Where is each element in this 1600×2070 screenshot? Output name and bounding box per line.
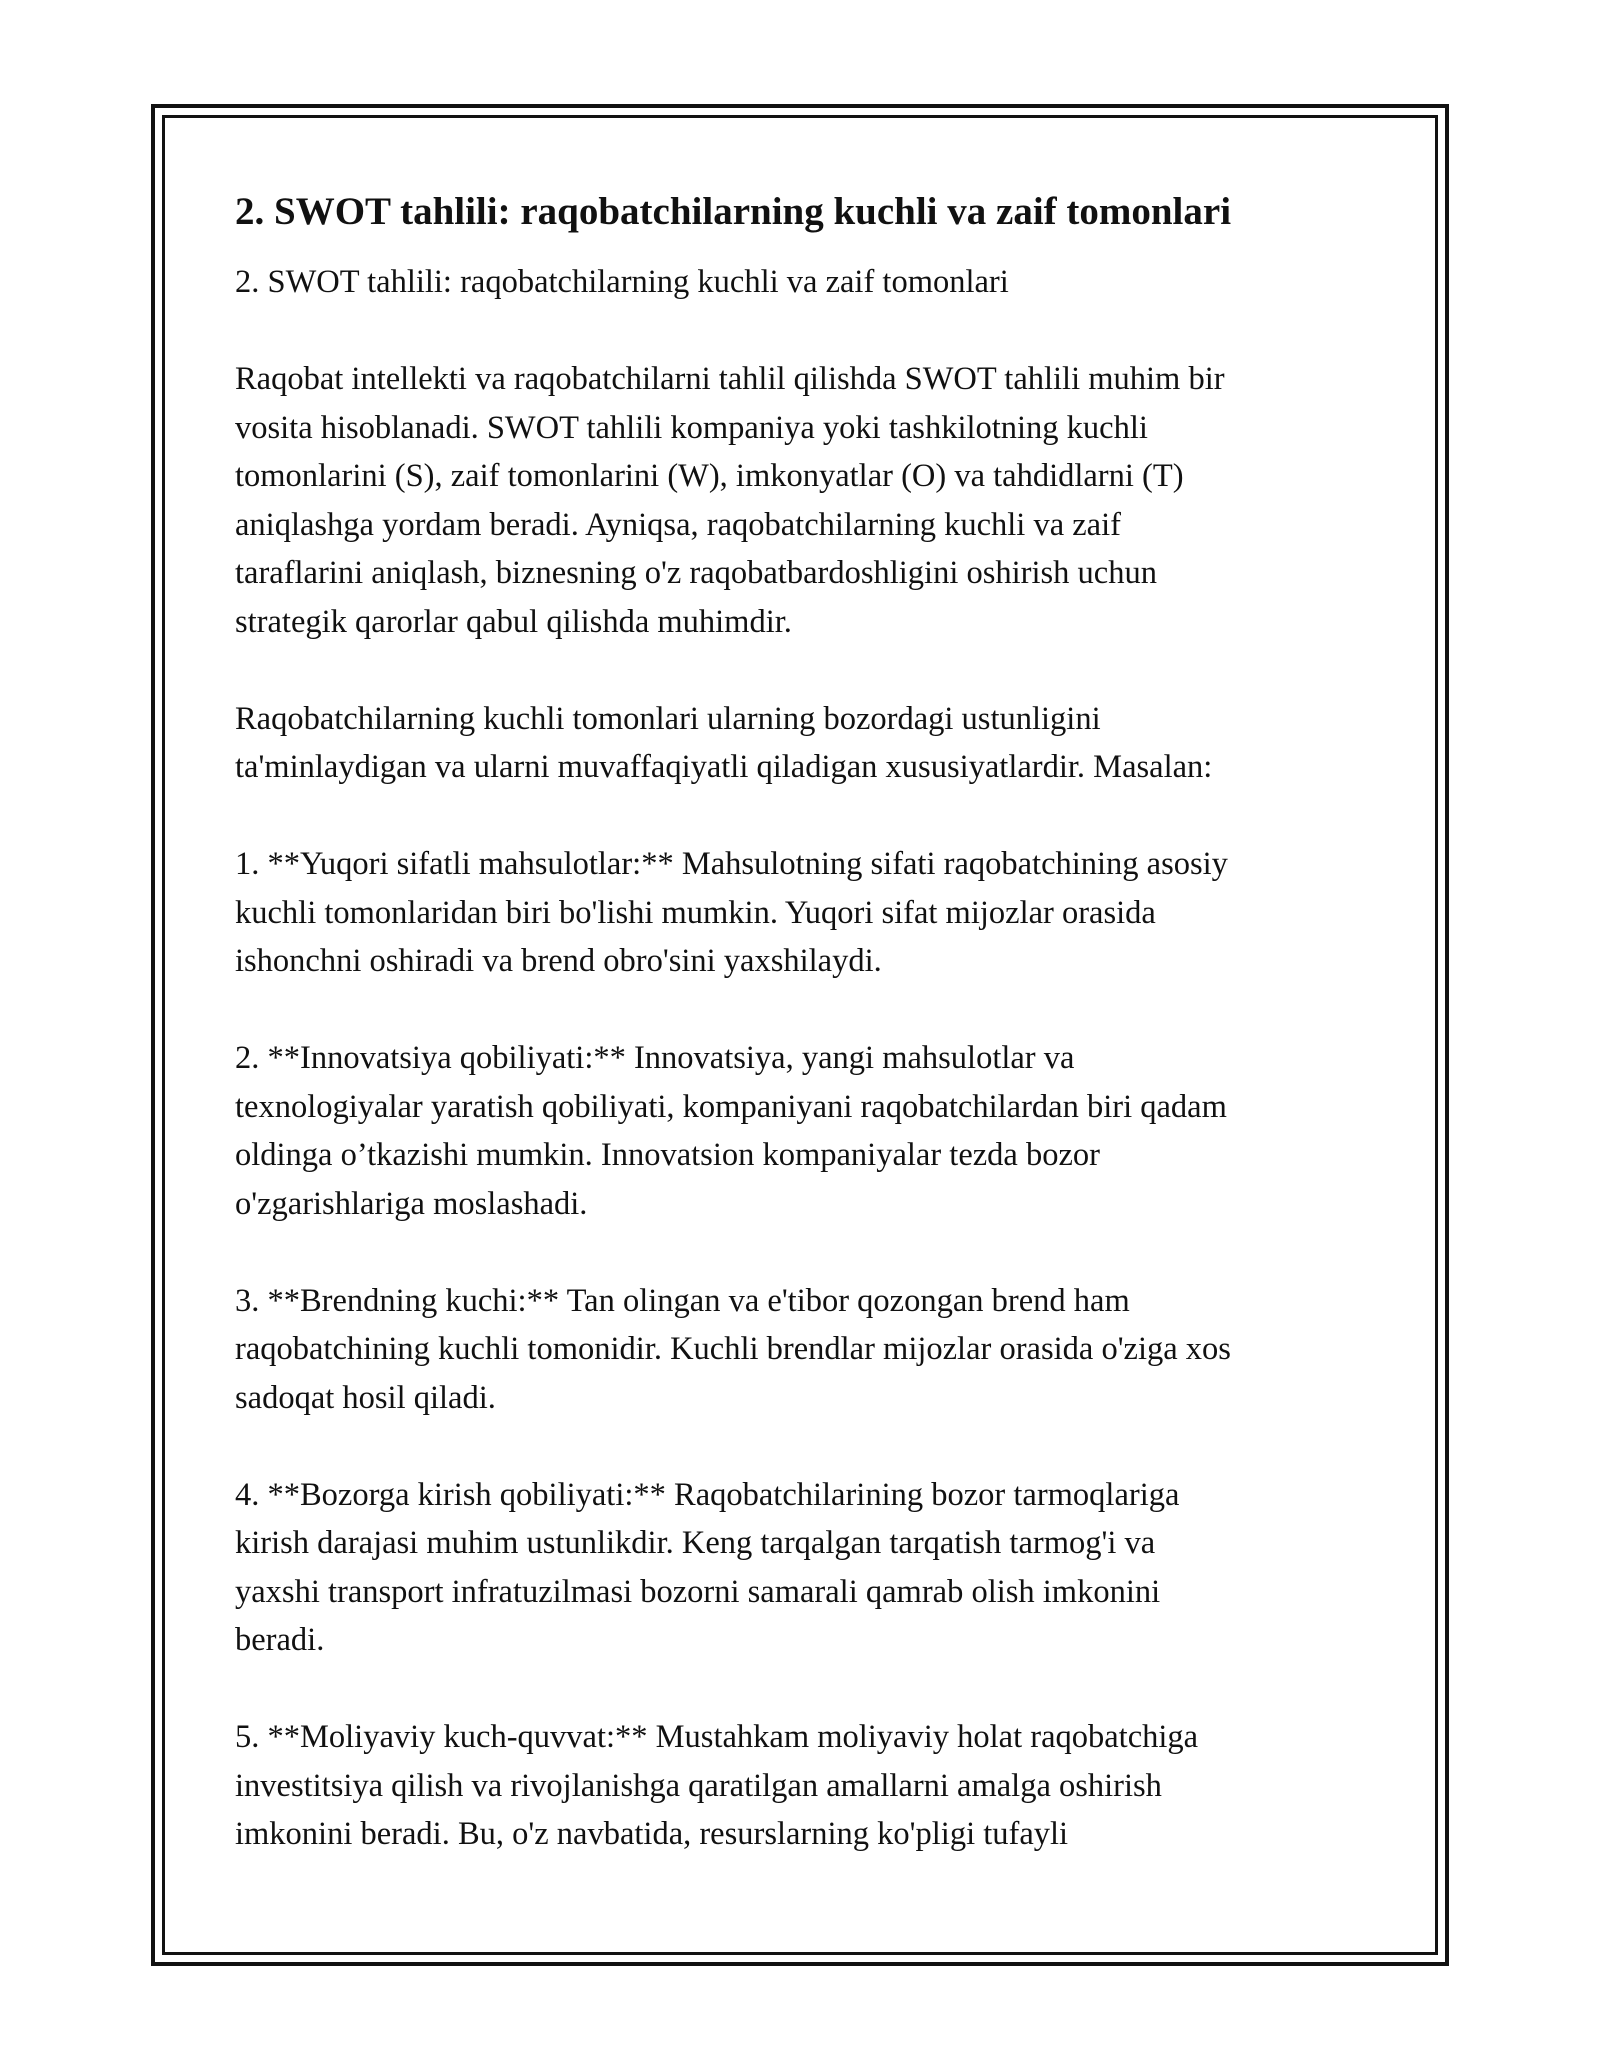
text-line: yaxshi transport infratuzilmasi bozorni samarali qamrab olish imkonini [235, 1573, 1161, 1610]
text-line: Raqobat intellekti va raqobatchilarni tahlil qilishda SWOT tahlili muhim bir [235, 361, 1225, 397]
text-line: aniqlashga yordam beradi. Ayniqsa, raqobatchilarning kuchli va zaif [235, 506, 1121, 543]
text-line: beradi. [235, 1622, 325, 1658]
text-line: kirish darajasi muhim ustunlikdir. Keng tarqalgan tarqatish tarmog'i va [235, 1525, 1156, 1561]
text-line: imkonini beradi. Bu, o'z navbatida, resurslarning ko'pligi tufayli [235, 1816, 1069, 1852]
list-item-quality [235, 840, 1385, 986]
text-line: ishonchni oshiradi va brend obro'sini yaxshilaydi. [235, 943, 882, 979]
list-item-financial [235, 1713, 1385, 1859]
text-line: o'zgarishlariga moslashadi. [235, 1185, 588, 1222]
text-line: oldinga o’tkazishi mumkin. Innovatsion kompaniyalar tezda bozor [235, 1137, 1100, 1173]
text-line: vosita hisoblanadi. SWOT tahlili kompaniya yoki tashkilotning kuchli [235, 409, 1148, 446]
text-line: texnologiyalar yaratish qobiliyati, kompaniyani raqobatchilardan biri qadam [235, 1088, 1227, 1125]
text-line: taraflarini aniqlash, biznesning o'z raqobatbardoshligini oshirish uchun [235, 555, 1157, 591]
document-body [235, 184, 1385, 1907]
list-item-market-access [235, 1471, 1385, 1665]
text-line: 5. **Moliyaviy kuch-quvvat:** Mustahkam moliyaviy holat raqobatchiga [235, 1719, 1199, 1755]
text-line: sadoqat hosil qiladi. [235, 1379, 496, 1416]
text-line: 2. SWOT tahlili: raqobatchilarning kuchli va zaif tomonlari [235, 264, 1009, 300]
list-item-innovation [235, 1034, 1385, 1228]
text-line: 1. **Yuqori sifatli mahsulotlar:** Mahsulotning sifati raqobatchining asosiy [235, 846, 1228, 882]
paragraph-strengths-intro [235, 695, 1385, 792]
text-line: tomonlarini (S), zaif tomonlarini (W), imkonyatlar (O) va tahdidlarni (T) [235, 458, 1184, 494]
text-line: Raqobatchilarning kuchli tomonlari ularning bozordagi ustunligini [235, 700, 1101, 737]
section-heading: 2. SWOT tahlili: raqobatchilarning kuchli va zaif tomonlari [235, 190, 1232, 233]
text-line: 3. **Brendning kuchi:** Tan olingan va e'tibor qozongan brend ham [235, 1282, 1130, 1319]
text-line: ta'minlaydigan va ularni muvaffaqiyatli qiladigan xususiyatlardir. Masalan: [235, 749, 1213, 785]
text-line: kuchli tomonlaridan biri bo'lishi mumkin. Yuqori sifat mijozlar orasida [235, 894, 1156, 931]
text-line: 4. **Bozorga kirish qobiliyati:** Raqobatchilarining bozor tarmoqlariga [235, 1476, 1180, 1513]
text-line: 2. **Innovatsiya qobiliyati:** Innovatsiya, yangi mahsulotlar va [235, 1040, 1075, 1076]
paragraph-intro [235, 355, 1385, 646]
list-item-brand [235, 1277, 1385, 1423]
text-line: strategik qarorlar qabul qilishda muhimdir. [235, 603, 792, 640]
text-line: investitsiya qilish va rivojlanishga qaratilgan amallarni amalga oshirish [235, 1767, 1162, 1804]
text-line: raqobatchining kuchli tomonidir. Kuchli brendlar mijozlar orasida o'ziga xos [235, 1331, 1231, 1367]
paragraph-subtitle [235, 258, 1385, 307]
